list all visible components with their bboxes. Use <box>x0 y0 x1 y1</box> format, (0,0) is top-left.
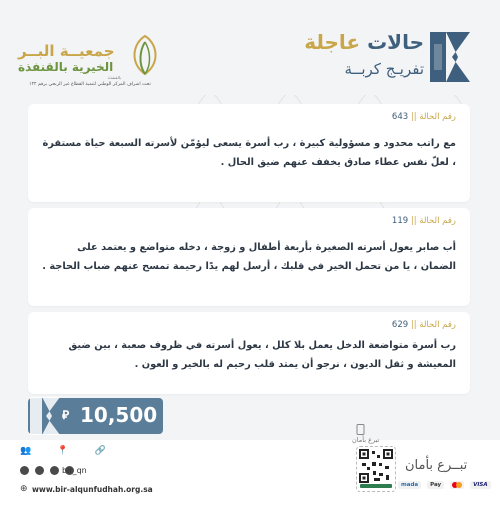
qr-code[interactable] <box>356 446 396 492</box>
mastercard-badge <box>450 481 464 489</box>
case-text: أب صابر يعول أسرته الصغيرة بأربعة أطفال و زوجة ، دخله متواضع و يعتمد على الضمان ، يا من تحمل الخير في قلبك ، أرسل لهم يدًا رحيمة تمسح عنهم ضباب الحاجة . <box>42 242 456 272</box>
case-text: رب أسرة متواضعة الدخل يعمل بلا كلل ، يعول أسرته في ظروف صعبة ، بين ضيق المعيشة و ثقل الديون ، نرجو أن يمتد قلب رحيم له بالخير و العون . <box>68 340 456 370</box>
page-subtitle: تفريـج كربــة <box>344 60 424 78</box>
social-handle[interactable]: bir_qn <box>62 466 87 475</box>
org-tag: بالقنفذة <box>108 75 121 80</box>
case-label <box>392 112 456 122</box>
people-icon: 👥 <box>20 446 32 456</box>
share-icons <box>20 446 106 456</box>
case-card <box>28 208 470 306</box>
case-card <box>28 104 470 202</box>
case-number: 643 <box>391 112 409 122</box>
case-label <box>392 320 456 330</box>
website-link[interactable]: www.bir-alqunfudhah.org.sa <box>32 485 153 494</box>
amount-value: 10,500 <box>80 403 158 427</box>
phone-icon <box>356 424 365 435</box>
tiktok-icon[interactable] <box>35 466 44 475</box>
apple-pay-badge: Pay <box>427 481 444 489</box>
visa-badge: VISA <box>470 481 491 489</box>
title-part1: حالات <box>367 30 424 54</box>
title-part2: عاجلة <box>304 30 361 54</box>
case-label-text: رقم الحالة || <box>410 320 456 330</box>
org-subline: تحت اشراف المركز الوطني لتنمية القطاع غير الربحي برقم ١٢٢ <box>29 82 151 87</box>
snapchat-icon[interactable] <box>20 466 29 475</box>
location-icon: 📍 <box>57 446 69 456</box>
payment-methods <box>398 481 491 489</box>
qr-caption: تبرع بأمان <box>352 436 380 444</box>
org-name-line2: الخيرية بالقنفذة <box>18 60 114 74</box>
case-label-text: رقم الحالة || <box>410 216 456 226</box>
case-label-text: رقم الحالة || <box>410 112 456 122</box>
currency-symbol: ⃁ <box>62 408 70 422</box>
case-card <box>28 312 470 394</box>
globe-icon: ⊕ <box>20 484 28 494</box>
donate-label: تبــرع بأمان <box>405 458 468 473</box>
logo-mark-icon <box>430 32 470 82</box>
x-icon[interactable] <box>50 466 59 475</box>
case-label <box>392 216 456 226</box>
mada-badge: mada <box>398 481 421 489</box>
logo-mark-small-icon <box>30 397 60 435</box>
case-number: 629 <box>391 320 409 330</box>
org-name-line1: جمعيــة البــر <box>18 42 115 60</box>
link-icon: 🔗 <box>94 446 106 456</box>
org-logo-icon <box>128 34 162 78</box>
case-text: مع راتب محدود و مسؤولية كبيرة ، رب أسرة يسعى ليؤمّن لأسرته السبعة حياة مستقرة ، لعلّ نفس عطاء صادق يخفف عنهم ضيق الحال . <box>42 138 456 168</box>
page-title <box>304 30 424 54</box>
case-number: 119 <box>391 216 409 226</box>
